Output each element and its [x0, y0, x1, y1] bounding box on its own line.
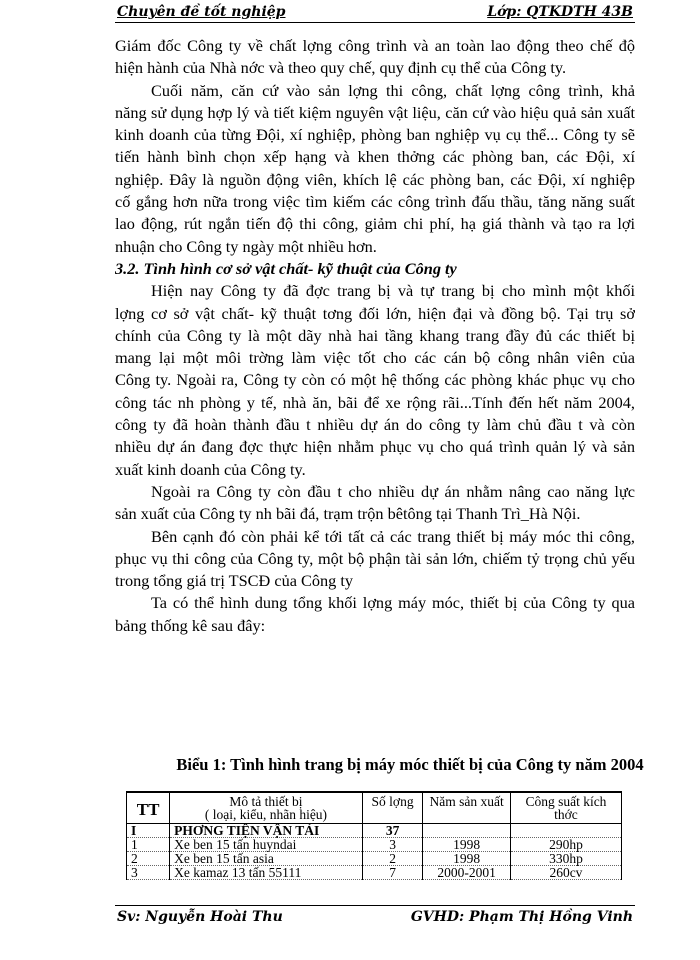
table-cell: 3	[127, 866, 170, 880]
table-cell: 1998	[423, 852, 510, 866]
text-line: công tác nh phòng y tế, nhà ăn, bãi để xe rộng rãi...Tính đến hết năm 2004,	[115, 392, 635, 412]
text-line: Hiện nay Công ty đã đợc trang bị và tự trang bị cho mình một khối	[151, 281, 635, 301]
table-cell: I	[127, 824, 170, 838]
table-cell: 2	[127, 852, 170, 866]
table-cell: 1998	[423, 838, 510, 852]
column-header: Mô tả thiết bị ( loại, kiểu, nhãn hiệu)	[170, 792, 363, 824]
paragraph	[115, 481, 635, 526]
table-row	[127, 838, 622, 852]
column-header: Số lợng	[362, 792, 423, 824]
column-header: Năm sản xuất	[423, 792, 510, 824]
table-row	[127, 852, 622, 866]
paragraph	[115, 592, 635, 637]
text-line: nghiệp. Đây là nguồn động viên, khích lệ các phòng ban, các Đội, xí nghiệp	[115, 169, 635, 189]
table-cell: 3	[362, 838, 423, 852]
table-cell: 2	[362, 852, 423, 866]
text-line: xuất kinh doanh của Công ty.	[115, 459, 306, 479]
text-line: chính của Công ty là một dãy nhà hai tầng khang trang đầy đủ các thiết bị	[115, 325, 635, 345]
page-footer	[115, 905, 635, 925]
text-line: hiện hành của Nhà nớc và theo quy chế, quy định cụ thể của Công ty.	[115, 58, 567, 78]
paragraph	[115, 35, 635, 80]
paragraph	[115, 280, 635, 481]
text-line: năng sử dụng hợp lý và tiết kiệm nguyên vật liệu, căn cứ vào hiệu quả sản xuất	[115, 102, 635, 122]
text-line: nhiều dự án đang đợc thực hiện nhằm phục vụ cho quá trình quản lý và sản	[115, 437, 635, 457]
table-cell: PHƠNG TIỆN VẬN TẢI	[170, 824, 363, 838]
text-line: lợng cơ sở vật chất- kỹ thuật tơng đối lớn, hiện đại và đồng bộ. Tại trụ sở	[115, 303, 635, 323]
text-line: tiến hành bình chọn xếp hạng và khen thởng các phòng ban, các Đội, xí	[115, 147, 635, 167]
text-line: trong tổng giá trị TSCĐ của Công ty	[115, 571, 354, 591]
text-line: Ngoài ra Công ty còn đầu t cho nhiều dự án nhằm nâng cao năng lực	[151, 481, 635, 501]
text-line: bảng thống kê sau đây:	[115, 615, 266, 635]
table-cell: 1	[127, 838, 170, 852]
table-cell: 330hp	[510, 852, 621, 866]
table-cell: 7	[362, 866, 423, 880]
paragraph	[115, 80, 635, 258]
text-line: lao động, rút ngắn tiến độ thi công, giảm chi phí, hạ giá thành và tạo ra lợi	[115, 214, 635, 234]
document-body	[115, 35, 635, 637]
column-header: TT	[127, 792, 170, 824]
column-header: Công suất kích thớc	[510, 792, 621, 824]
text-line: nhuận cho Công ty ngày một nhiều hơn.	[115, 236, 377, 256]
header-right: Lớp: QTKDTH 43B	[487, 4, 633, 20]
paragraph	[115, 526, 635, 593]
table-row	[127, 824, 622, 838]
footer-left: Sv: Nguyễn Hoài Thu	[117, 909, 283, 925]
table-cell: 290hp	[510, 838, 621, 852]
table-cell: 37	[362, 824, 423, 838]
text-line: Công ty. Ngoài ra, Công ty còn có một hệ thống các phòng khác phục vụ cho	[115, 370, 635, 390]
table-cell: Xe kamaz 13 tấn 55111	[170, 866, 363, 880]
text-line: công ty đã hoàn thành đầu t nhiều dự án do công ty làm chủ đầu t và còn	[115, 415, 635, 435]
text-line: mang lại một môi trờng làm việc tốt cho các cán bộ công nhân viên của	[115, 348, 635, 368]
table-cell	[423, 824, 510, 838]
text-line: cố gắng hơn nữa trong việc tìm kiếm các công trình đấu thầu, tăng năng suất	[115, 192, 635, 212]
footer-right: GVHD: Phạm Thị Hồng Vinh	[410, 909, 633, 925]
text-line: 3.2. Tình hình cơ sở vật chất- kỹ thuật của Công ty	[115, 258, 457, 278]
table-row	[127, 866, 622, 880]
text-line: Giám đốc Công ty về chất lợng công trình và an toàn lao động theo chế độ	[115, 36, 635, 55]
text-line: phục vụ thi công của Công ty, một bộ phận tài sản lớn, chiếm tỷ trọng chủ yếu	[115, 548, 635, 568]
text-line: Bên cạnh đó còn phải kể tới tất cả các trang thiết bị máy móc thi công,	[151, 526, 635, 546]
header-left: Chuyên đề tốt nghiệp	[117, 4, 286, 20]
page-header	[115, 4, 635, 23]
table-caption: Biểu 1: Tình hình trang bị máy móc thiết bị của Công ty năm 2004	[176, 755, 644, 774]
text-line: Cuối năm, căn cứ vào sản lợng thi công, chất lợng công trình, khả	[151, 80, 635, 100]
table-cell: Xe ben 15 tấn asia	[170, 852, 363, 866]
table-cell	[510, 824, 621, 838]
text-line: kinh doanh của từng Đội, xí nghiệp, phòng ban nghiệp vụ cụ thể... Công ty sẽ	[115, 125, 635, 145]
section-heading	[115, 258, 635, 280]
table-cell: 260cv	[510, 866, 621, 880]
table-cell: 2000-2001	[423, 866, 510, 880]
text-line: sản xuất của Công ty nh bãi đá, trạm trộn bêtông tại Thanh Trì_Hà Nội.	[115, 504, 581, 524]
text-line: Ta có thể hình dung tổng khối lợng máy móc, thiết bị của Công ty qua	[151, 593, 635, 613]
equipment-table	[126, 791, 622, 880]
table-cell: Xe ben 15 tấn huyndai	[170, 838, 363, 852]
